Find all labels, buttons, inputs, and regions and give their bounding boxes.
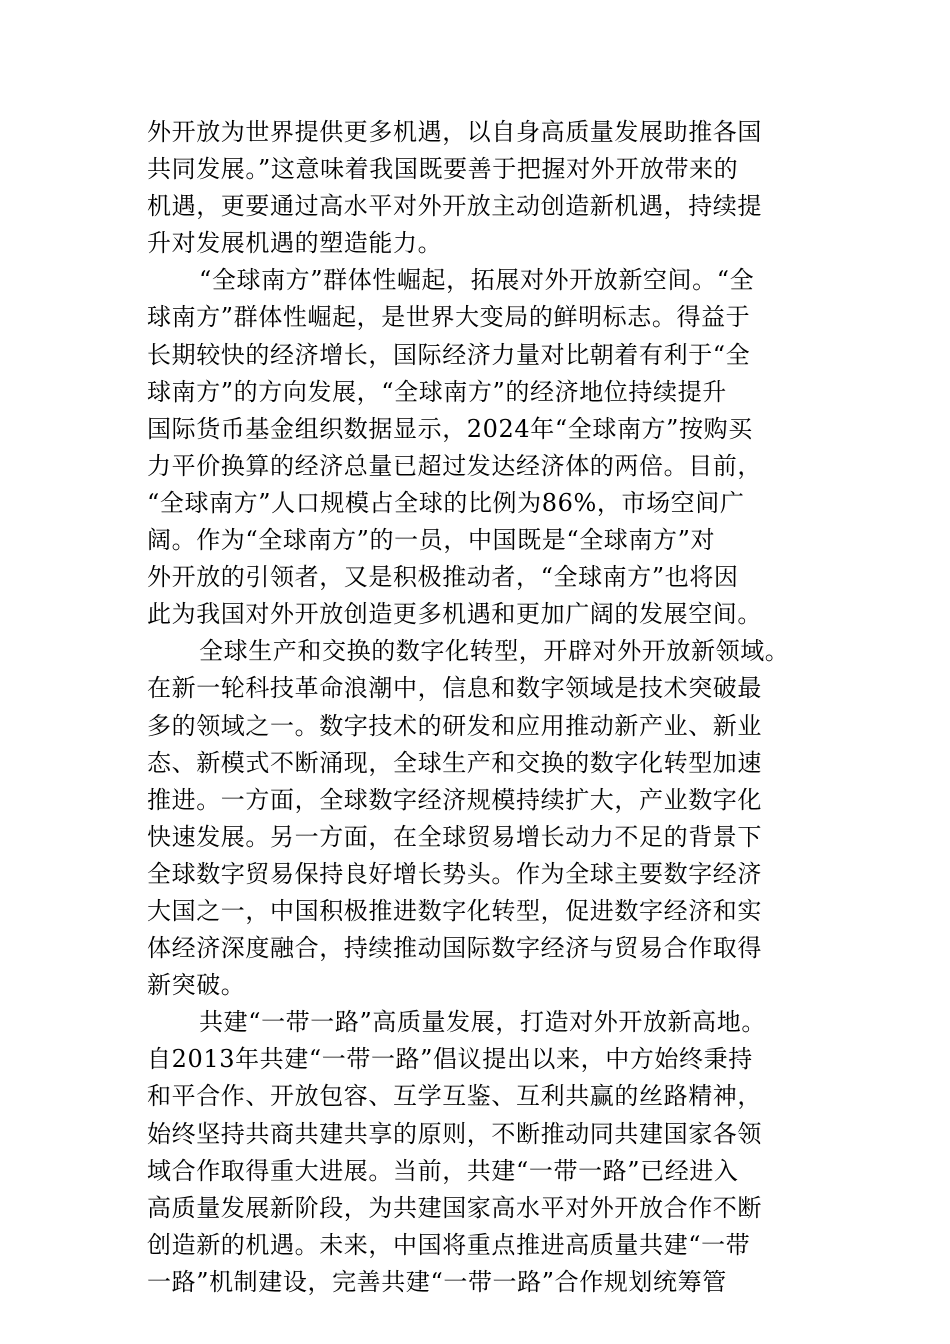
text-line: 多的领域之一。数字技术的研发和应用推动新产业、新业 [147, 711, 762, 740]
text-line: 新突破。 [147, 971, 246, 1000]
text-line: 长期较快的经济增长，国际经济力量对比朝着有利于“全 [147, 340, 751, 369]
text-line: 共同发展。”这意味着我国既要善于把握对外开放带来的 [147, 155, 739, 184]
text-line: 大国之一，中国积极推进数字化转型，促进数字经济和实 [147, 896, 762, 925]
text-line: 始终坚持共商共建共享的原则，不断推动同共建国家各领 [147, 1119, 762, 1148]
text-line: “全球南方”人口规模占全球的比例为86%，市场空间广 [147, 488, 745, 517]
text-line: 一路”机制建设，完善共建“一带一路”合作规划统筹管 [147, 1267, 727, 1296]
text-line: 升对发展机遇的塑造能力。 [147, 229, 443, 258]
text-line: 球南方”的方向发展，“全球南方”的经济地位持续提升 [147, 377, 727, 406]
text-line: 和平合作、开放包容、互学互鉴、互利共赢的丝路精神， [147, 1082, 762, 1111]
text-line: 力平价换算的经济总量已超过发达经济体的两倍。目前， [147, 451, 762, 480]
text-line: 推进。一方面，全球数字经济规模持续扩大，产业数字化 [147, 785, 762, 814]
text-line: 全球数字贸易保持良好增长势头。作为全球主要数字经济 [147, 859, 762, 888]
text-line: 态、新模式不断涌现，全球生产和交换的数字化转型加速 [147, 748, 762, 777]
text-line: 球南方”群体性崛起，是世界大变局的鲜明标志。得益于 [147, 303, 751, 332]
text-line: 外开放的引领者，又是积极推动者，“全球南方”也将因 [147, 563, 739, 592]
section-heading-line: “全球南方”群体性崛起，拓展对外开放新空间。“全 [199, 266, 755, 295]
text-line: 此为我国对外开放创造更多机遇和更加广阔的发展空间。 [147, 600, 762, 629]
section-heading-line: 共建“一带一路”高质量发展，打造对外开放新高地。 [199, 1008, 766, 1037]
text-line: 阔。作为“全球南方”的一员，中国既是“全球南方”对 [147, 526, 716, 555]
text-line: 快速发展。另一方面，在全球贸易增长动力不足的背景下 [147, 822, 762, 851]
text-line: 机遇，更要通过高水平对外开放主动创造新机遇，持续提 [147, 192, 762, 221]
text-line: 创造新的机遇。未来，中国将重点推进高质量共建“一带 [147, 1230, 751, 1259]
document-body [147, 114, 807, 1301]
section-heading-line: 全球生产和交换的数字化转型，开辟对外开放新领域。 [199, 637, 790, 666]
text-line: 高质量发展新阶段，为共建国家高水平对外开放合作不断 [147, 1193, 762, 1222]
text-line: 外开放为世界提供更多机遇，以自身高质量发展助推各国 [147, 118, 762, 146]
text-line: 体经济深度融合，持续推动国际数字经济与贸易合作取得 [147, 934, 762, 963]
text-line: 在新一轮科技革命浪潮中，信息和数字领域是技术突破最 [147, 674, 762, 703]
text-line: 域合作取得重大进展。当前，共建“一带一路”已经进入 [147, 1156, 739, 1185]
text-line: 国际货币基金组织数据显示，2024年“全球南方”按购买 [147, 414, 753, 443]
text-line: 自2013年共建“一带一路”倡议提出以来，中方始终秉持 [147, 1045, 753, 1074]
